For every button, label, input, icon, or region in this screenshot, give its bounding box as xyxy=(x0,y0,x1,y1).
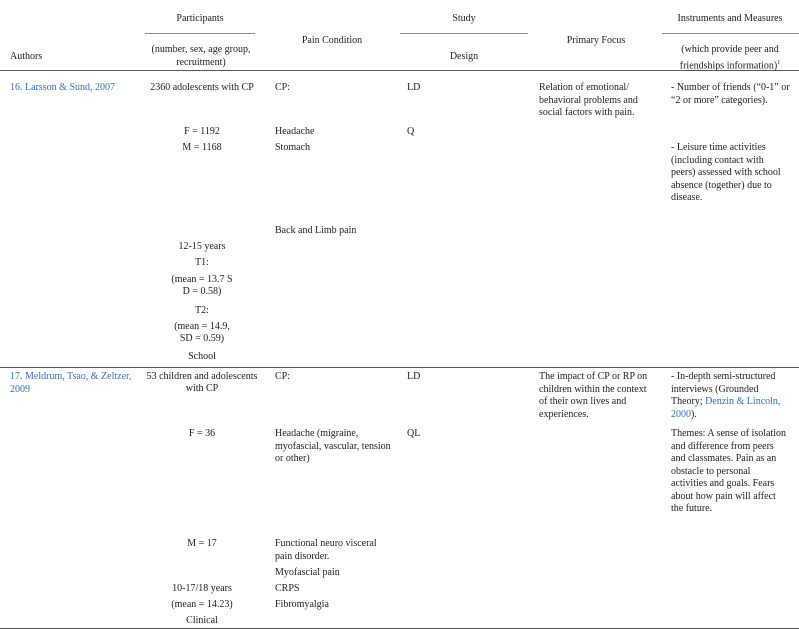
row17-participants-recruitment: Clinical xyxy=(186,615,218,626)
row17-participants-male: M = 17 xyxy=(187,538,217,549)
participants-underline xyxy=(145,33,255,34)
row16-participants-t1-sd xyxy=(140,286,264,299)
row16-participants-recruitment: School xyxy=(188,351,216,362)
row17-participants-age: 10-17/18 years xyxy=(172,583,232,594)
row16-participants-t2-mean: (mean = 14.9, xyxy=(174,321,230,332)
header-participants-sub: (number, sex, age group, recruitment) xyxy=(151,44,251,68)
row17-instrument-text: - In-depth semi-structured interviews (Grounded Theory; xyxy=(671,371,776,407)
row16-condition-cp: CP: xyxy=(275,82,291,93)
header-study: Study xyxy=(452,13,476,24)
row17-condition-fibromyalgia: Fibromyalgia xyxy=(275,599,329,610)
row16-design-q: Q xyxy=(407,126,415,137)
row16-instrument-friends: - Number of friends (“0-1” or “2 or more” categories). xyxy=(671,82,790,106)
header-primary-focus: Primary Focus xyxy=(566,35,626,46)
table-bottom-rule xyxy=(0,628,799,629)
row16-author-link[interactable]: 16. Larsson & Sund, 2007 xyxy=(10,82,115,93)
row17-design-ql: QL xyxy=(407,428,421,439)
row17-condition-cp: CP: xyxy=(275,371,291,382)
row16-participants-total: 2360 adolescents with CP xyxy=(150,82,254,93)
header-instruments-sub-text: (which provide peer and friendships information) xyxy=(679,44,779,71)
row17-instrument-ref-link[interactable]: Denzin & Lincoln, 2000 xyxy=(671,396,781,420)
row16-participants-male: M = 1168 xyxy=(182,142,222,153)
row16-t1-sd-text: D = 0.58) xyxy=(182,286,222,297)
row17-instrument-interviews xyxy=(671,371,785,421)
row16-condition-stomach: Stomach xyxy=(275,142,310,153)
header-bottom-rule xyxy=(0,70,799,71)
header-instruments-sub xyxy=(676,44,784,72)
row16-condition-headache: Headache xyxy=(275,126,315,137)
header-instruments: Instruments and Measures xyxy=(677,13,783,24)
header-design: Design xyxy=(449,51,479,62)
study-underline xyxy=(400,33,528,34)
row16-participants-t1: T1: xyxy=(195,257,209,268)
row17-participants-female: F = 36 xyxy=(188,428,216,439)
row16-condition-back-limb: Back and Limb pain xyxy=(275,225,357,236)
row16-participants-t2-sd: SD = 0.59) xyxy=(179,333,225,344)
row17-participants-total-cont: with CP xyxy=(185,383,219,394)
row16-participants-age: 12-15 years xyxy=(178,241,226,252)
instruments-underline xyxy=(662,33,799,34)
row16-t1-mean-text: (mean = 13.7 S xyxy=(171,274,233,285)
row16-instrument-leisure: - Leisure time activities (including contact with peers) assessed with school absence (together) due to disease. xyxy=(671,142,781,203)
row17-condition-crps: CRPS xyxy=(275,583,300,594)
header-pain-condition: Pain Condition xyxy=(301,35,363,46)
row17-condition-neuro-visceral: Functional neuro visceral pain disorder. xyxy=(275,538,377,562)
row17-primary-focus: The impact of CP or RP on children within the context of their own lives and experiences. xyxy=(539,371,648,420)
row17-author-link[interactable]: 17. Meldrum, Tsao, & Zeltzer, 2009 xyxy=(10,371,132,395)
row17-instrument-text-end: ). xyxy=(691,408,697,420)
row16-bottom-rule xyxy=(0,367,799,368)
row16-primary-focus: Relation of emotional/ behavioral problems and social factors with pain. xyxy=(539,82,638,118)
row17-design-ld: LD xyxy=(407,371,421,382)
header-participants: Participants xyxy=(176,13,224,24)
row17-participants-total: 53 children and adolescents xyxy=(146,371,258,382)
row16-participants-female: F = 1192 xyxy=(184,126,220,137)
header-instruments-sup: 1 xyxy=(777,59,781,66)
row17-condition-myofascial: Myofascial pain xyxy=(275,567,340,578)
row16-participants-t1-mean xyxy=(140,274,264,287)
row17-condition-headache: Headache (migraine, myofascial, vascular, tension or other) xyxy=(275,428,391,464)
header-authors: Authors xyxy=(10,51,43,62)
row17-themes: Themes: A sense of isolation and difference from peers and classmates. Pain as an obstacle to personal activities and goals. Fears about how pain will affect the future. xyxy=(671,428,786,514)
row16-participants-t2: T2: xyxy=(195,305,209,316)
row16-design-ld: LD xyxy=(407,82,421,93)
row17-participants-mean: (mean = 14.23) xyxy=(171,599,233,610)
